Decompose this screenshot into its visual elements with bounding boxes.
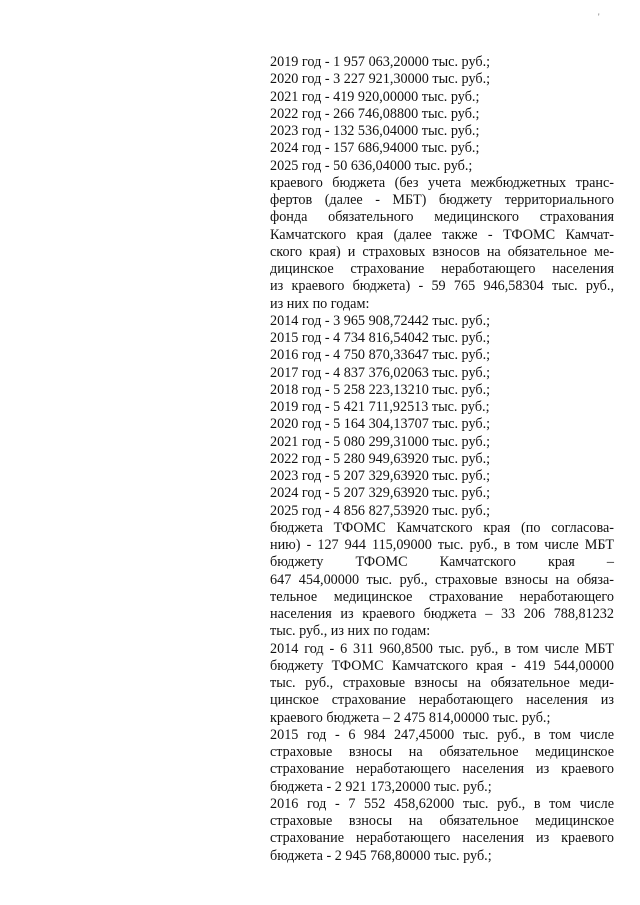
text-line: 2021 год - 419 920,00000 тыс. руб.;	[270, 88, 480, 105]
text-line: 2024 год - 5 207 329,63920 тыс. руб.;	[270, 485, 491, 502]
text-line: фертов (далее - МБТ) бюджету территориального	[270, 192, 614, 208]
text-line: 647 454,00000 тыс. руб., страховые взносы на обяза-	[270, 571, 614, 588]
text-column	[270, 54, 614, 865]
text-line: тыс. руб., из них по годам:	[270, 623, 431, 640]
year-2014-paragraph	[270, 641, 614, 727]
text-line: бюджету ТФОМС Камчатского края - 419 544,00000	[270, 657, 614, 674]
text-line: цинское страхование неработающего населения из	[270, 692, 614, 709]
text-line: 2025 год - 4 856 827,53920 тыс. руб.;	[270, 502, 491, 519]
years-2019-2025-list	[270, 54, 614, 175]
text-line: бюджета - 2 945 768,80000 тыс. руб.;	[270, 847, 492, 864]
text-line: 2015 год - 6 984 247,45000 тыс. руб., в том числе	[270, 726, 614, 743]
year-2016-paragraph	[270, 796, 614, 865]
corner-mark: '	[598, 12, 600, 22]
text-line: тыс. руб., страховые взносы на обязательное меди-	[270, 675, 614, 691]
text-line: 2019 год - 5 421 711,92513 тыс. руб.;	[270, 399, 490, 415]
text-line: тельное медицинское страхование неработающего	[270, 588, 614, 605]
years-2014-2025-list	[270, 313, 614, 520]
text-line: нию) - 127 944 115,09000 тыс. руб., в том числе МБТ	[270, 537, 614, 553]
text-line: 2023 год - 5 207 329,63920 тыс. руб.;	[270, 468, 491, 484]
text-line: страховые взносы на обязательное медицинское	[270, 744, 614, 760]
text-line: 2024 год - 157 686,94000 тыс. руб.;	[270, 140, 480, 157]
text-line: из краевого бюджета) - 59 765 946,58304 тыс. руб.,	[270, 278, 614, 295]
text-line: 2016 год - 4 750 870,33647 тыс. руб.;	[270, 347, 491, 364]
text-line: 2019 год - 1 957 063,20000 тыс. руб.;	[270, 54, 491, 70]
text-line: краевого бюджета – 2 475 814,00000 тыс. руб.;	[270, 709, 551, 726]
tfoms-budget-paragraph	[270, 520, 614, 641]
text-line: 2022 год - 266 746,08800 тыс. руб.;	[270, 105, 480, 122]
text-line: 2022 год - 5 280 949,63920 тыс. руб.;	[270, 450, 491, 467]
text-line: 2015 год - 4 734 816,54042 тыс. руб.;	[270, 330, 491, 346]
text-line: 2017 год - 4 837 376,02063 тыс. руб.;	[270, 364, 491, 381]
year-2015-paragraph	[270, 727, 614, 796]
text-line: 2018 год - 5 258 223,13210 тыс. руб.;	[270, 381, 491, 398]
text-line: ского края) и страховых взносов на обязательное ме-	[270, 243, 614, 260]
text-line: страховые взносы на обязательное медицинское	[270, 813, 614, 829]
text-line: 2014 год - 3 965 908,72442 тыс. руб.;	[270, 312, 491, 329]
text-line: из них по годам:	[270, 295, 370, 312]
text-line: 2020 год - 3 227 921,30000 тыс. руб.;	[270, 71, 491, 88]
text-line: страхование неработающего населения из краевого	[270, 830, 614, 847]
kraevoy-budget-paragraph	[270, 175, 614, 313]
text-line: Камчатского края (далее также - ТФОМС Камчат-	[270, 226, 614, 243]
text-line: бюджету ТФОМС Камчатского края –	[270, 554, 614, 571]
text-line: фонда обязательного медицинского страхования	[270, 209, 614, 226]
text-line: 2016 год - 7 552 458,62000 тыс. руб., в том числе	[270, 795, 614, 812]
text-line: бюджета - 2 921 173,20000 тыс. руб.;	[270, 778, 492, 795]
text-line: 2014 год - 6 311 960,8500 тыс. руб., в том числе МБТ	[270, 640, 614, 657]
text-line: 2025 год - 50 636,04000 тыс. руб.;	[270, 157, 473, 174]
text-line: бюджета ТФОМС Камчатского края (по согласова-	[270, 519, 614, 536]
text-line: 2020 год - 5 164 304,13707 тыс. руб.;	[270, 416, 491, 433]
text-line: страхование неработающего населения из краевого	[270, 761, 614, 778]
text-line: 2023 год - 132 536,04000 тыс. руб.;	[270, 123, 480, 139]
text-line: населения из краевого бюджета – 33 206 788,81232	[270, 606, 614, 622]
text-line: 2021 год - 5 080 299,31000 тыс. руб.;	[270, 433, 491, 450]
text-line: краевого бюджета (без учета межбюджетных транс-	[270, 174, 614, 191]
text-line: дицинское страхование неработающего населения	[270, 261, 614, 277]
